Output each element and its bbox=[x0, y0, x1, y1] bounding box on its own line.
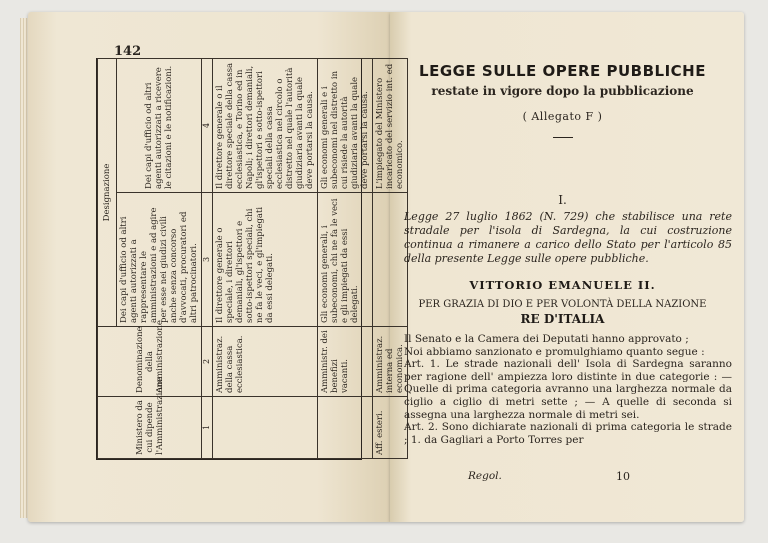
law-body bbox=[404, 333, 732, 446]
divider bbox=[553, 137, 573, 138]
col-citazioni-header: Dei capi d'ufficio od altri agenti autorizzati a ricevere le citazioni e le notificazioni. bbox=[117, 58, 202, 192]
cell-ministero bbox=[318, 397, 373, 459]
cell-ministero bbox=[213, 397, 318, 459]
col-ministero-header: Ministero da cui dipende l'Amministrazione bbox=[98, 397, 202, 459]
table-row bbox=[318, 58, 373, 458]
col-number: 1 bbox=[202, 397, 213, 459]
paragraph: Art. 2. Sono dichiarate nazionali di prima categoria le strade ; 1. da Gagliari a Porto Torres per bbox=[404, 421, 732, 446]
cell-rappresentanti: Il direttore generale o speciale, i direttori demaniali, gl'ispettori e sotto-ispettori speciali, chi ne fa le veci, e gl'impiegati da essi delegati. bbox=[213, 193, 318, 327]
signature-text: Regol. bbox=[468, 470, 502, 482]
allegato-label: ( Allegato F ) bbox=[522, 110, 603, 123]
legge-intro: Legge 27 luglio 1862 (N. 729) che stabilisce una rete stradale per l'isola di Sardegna, la cui costruzione continua a rimanere a carico dello Stato per l'articolo 85 della presente Legge sulle opere pubbliche. bbox=[404, 210, 732, 265]
designazione-table bbox=[97, 58, 408, 459]
rotated-table bbox=[96, 58, 405, 460]
king-name: VITTORIO EMANUELE II. bbox=[469, 278, 656, 292]
cell-citazioni: L'impiegato del Ministero incaricato del servizio int. ed economico. bbox=[373, 58, 408, 192]
page-title: LEGGE SULLE OPERE PUBBLICHE bbox=[419, 62, 706, 80]
page-subtitle: restate in vigore dopo la pubblicazione bbox=[431, 84, 694, 98]
cell-denominazione: Amministraz. interna ed economica. bbox=[373, 327, 408, 397]
paragraph: Art. 1. Le strade nazionali dell' Isola di Sardegna saranno per ragione dell' ampiezza loro distinte in due categorie : — Quelle di prima categoria avranno una larghezza normale da ciglio a ciglio di metri sette ; — A quelle di seconda si assegna una larghezza normale di metri sei. bbox=[404, 358, 732, 421]
cell-ministero: Aff. esteri. bbox=[373, 397, 408, 459]
footer-signature bbox=[468, 470, 634, 482]
cell-citazioni: Gli economi generali e i subeconomi nel distretto in cui risiede la autorità giudiziaria avanti la quale deve portarsi la causa. bbox=[318, 58, 373, 192]
paragraph: Noi abbiamo sanzionato e promulghiamo quanto segue : bbox=[404, 345, 705, 358]
col-rappresentanti-header: Dei capi d'ufficio od altri agenti autorizzati a rappresentare le amministrazioni e ad agire per esse nei giudizi civili anche senza concorso d'avvocati, procuratori ed altri patrocinatori. bbox=[117, 193, 202, 327]
col-number: 2 bbox=[202, 327, 213, 397]
paragraph: Il Senato e la Camera dei Deputati hanno approvato ; bbox=[404, 333, 689, 345]
left-page-number: 142 bbox=[114, 44, 142, 59]
right-page-header bbox=[390, 40, 735, 138]
right-page-number: 10 bbox=[616, 470, 630, 483]
designazione-header: Designazione bbox=[98, 58, 117, 326]
section-number: I. bbox=[558, 193, 567, 207]
grazia-line: PER GRAZIA DI DIO E PER VOLONTÀ DELLA NAZIONE bbox=[418, 299, 707, 310]
col-denominazione-header: Denominazione della Amministrazione bbox=[98, 327, 202, 397]
col-number: 3 bbox=[202, 193, 213, 327]
cell-citazioni: Il direttore generale o il direttore speciale della cassa ecclesiastica, e Torino ed in Napoli; i direttori demaniali, gl'ispettori e sotto-ispettori speciali della cassa ecclesiastica nel circolo o distretto nel quale l'autorità giudiziaria avanti la quale deve portarsi la causa. bbox=[213, 58, 318, 192]
re-title: RE D'ITALIA bbox=[520, 312, 605, 326]
table-row bbox=[213, 58, 318, 458]
cell-denominazione: Amministraz. della cassa ecclesiastica. bbox=[213, 327, 318, 397]
cell-denominazione: Amministr. dei benefizi vacanti. bbox=[318, 327, 373, 397]
cell-rappresentanti: Gli economi generali, i subeconomi, chi ne fa le veci e gli impiegati da essi delegati. bbox=[318, 193, 373, 327]
col-number: 4 bbox=[202, 58, 213, 192]
